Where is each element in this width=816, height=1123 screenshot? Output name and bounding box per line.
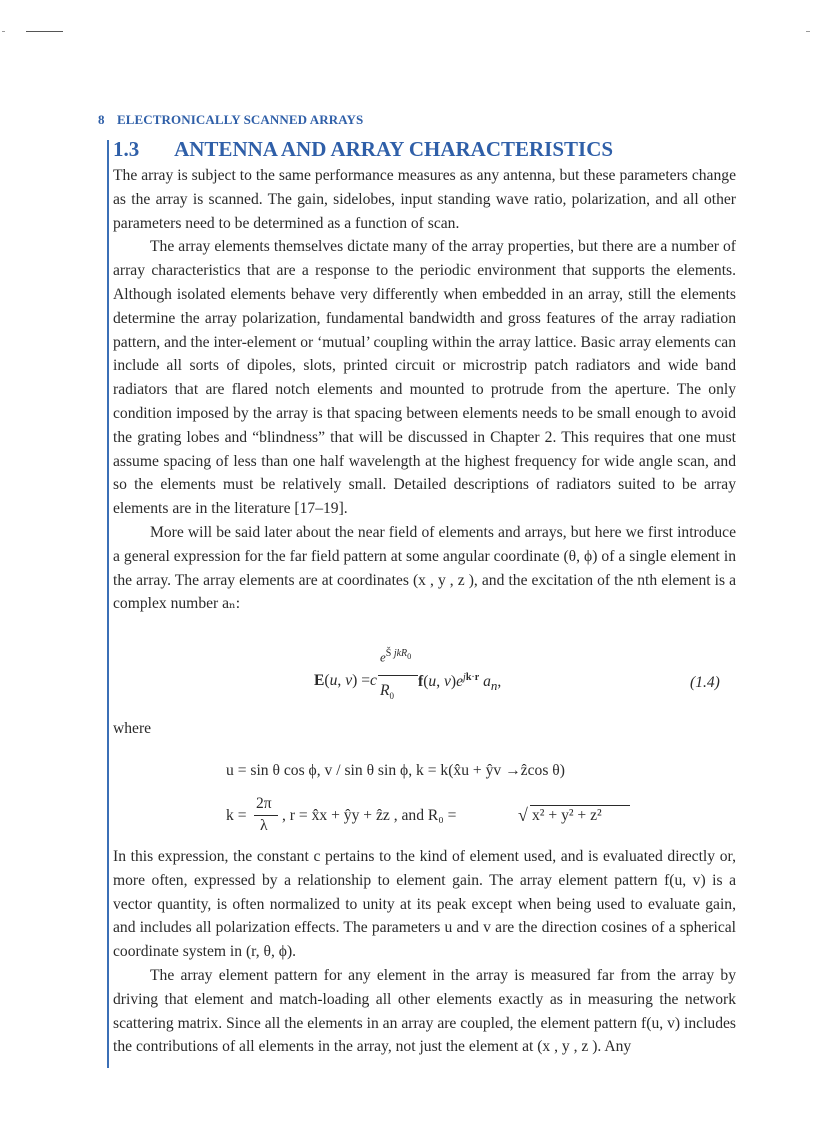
r-definition: , r = x̂x + ŷy + ẑz , and R₀ = [282,807,457,824]
section-heading [113,137,613,162]
section-number: 1.3 [113,137,140,161]
crop-mark-right [806,31,810,32]
crop-mark [26,31,63,32]
k-denominator: λ [260,817,268,834]
fraction-bar [378,675,418,676]
running-title: ELECTRONICALLY SCANNED ARRAYS [116,112,364,127]
eq-numerator: $e^{Š jkR_0}$ [380,648,412,665]
eq-lhs: E(u, v) = [314,672,371,689]
where-label: where [113,720,152,737]
paragraph: The array is subject to the same performance measures as any antenna, but these parameters change as the array is scanned. The gain, sidelobes, input standing wave ratio, polarization, and all other parameters need to be determined as a function of scan. [113,167,736,232]
crop-mark-left [2,31,5,32]
fraction-bar [254,815,278,816]
page-number: 8 [98,112,105,127]
eq-rhs: f(u, $v)e^{jk\cdot r}$ $a_n$, [418,672,502,694]
paragraph: In this expression, the constant c pertains to the kind of element used, and is evaluated directly or, more often, expressed by a relationship to element gain. The array element pattern f(u, v) is a vector quantity, is often normalized to unity at its peak except when being used to evaluate gain, and includes all polarization effects. The parameters u and v are the direction cosines of a spherical coordinate system in (r, θ, ϕ). [113,848,736,961]
body-text-bottom [113,845,736,1059]
eq-denominator: $R_0$ [380,682,395,702]
paragraph: More will be said later about the near field of elements and arrays, but here we first introduce a general expression for the far field pattern at some angular coordinate (θ, ϕ) of a single element in the array. The array elements are at coordinates (x , y , z ), and the excitation of the nth element is a complex number aₙ: [113,523,736,613]
definitions-line-1: u = sin θ cos ϕ, v / sin θ sin ϕ, k = k(x̂u + ŷv →ẑcos θ) [226,762,565,779]
k-numerator: 2π [256,795,272,812]
sqrt-sign: √ [518,805,528,825]
body-text-top [113,164,736,616]
paragraph: The array elements themselves dictate many of the array properties, but there are a number of array characteristics that are a response to the periodic environment that supports the elements. Although isolated elements behave very differently when embedded in an array, still the elements determine the array polarization, fundamental bandwidth and gross features of the array radiation pattern, and the inter-element or ‘mutual’ coupling within the array lattice. Basic array elements can include all sorts of dipoles, slots, printed circuit or microstrip patch radiators and wide band radiators that are flared notch elements and mounted to protrude from the aperture. The only condition imposed by the array is that spacing between elements needs to be small enough to avoid the grating lobes and “blindness” that will be discussed in Chapter 2. This requires that one must assume spacing of less than one half wavelength at the highest frequency for wide angle scan, and so the elements must be relatively small. Detailed descriptions of radiators suited to be array elements are in the literature [17–19]. [113,238,736,518]
definitions-line-2 [226,795,646,835]
k-lhs: k = [226,807,247,824]
sqrt-bar [530,805,630,806]
sqrt-argument: x² + y² + z² [532,807,602,824]
section-title: ANTENNA AND ARRAY CHARACTERISTICS [174,137,614,161]
paragraph: The array element pattern for any element in the array is measured far from the array by driving that element and match-loading all other elements exactly as in measuring the network scattering matrix. Since all the elements in an array are coupled, the element pattern f(u, v) includes the contributions of all elements in the array, not just the element at (x , y , z ). Any [113,966,736,1056]
eq-coeff: c [370,672,377,689]
equation-1-4 [314,648,614,708]
margin-rule [107,140,109,1068]
running-header [98,112,363,128]
equation-number: (1.4) [690,674,720,691]
